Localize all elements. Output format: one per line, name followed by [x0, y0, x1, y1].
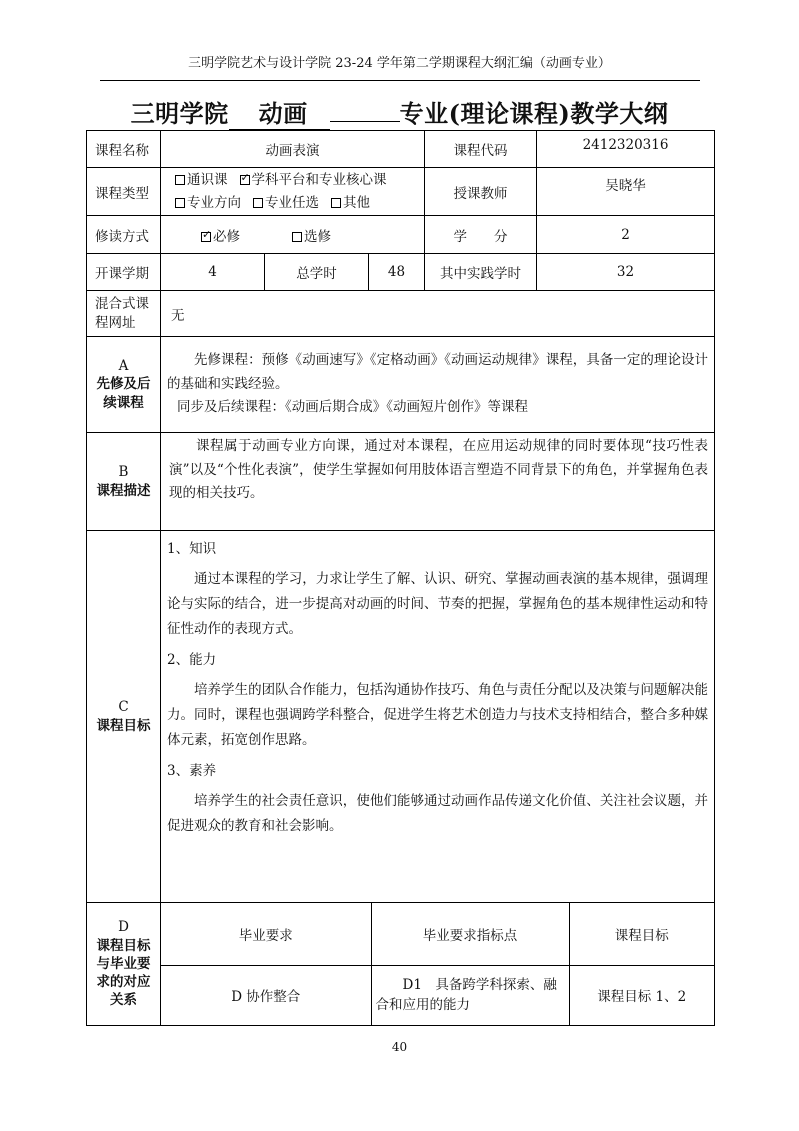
section-d-title: 课程目标与毕业要求的对应关系 [96, 937, 151, 1009]
section-b-letter: B [118, 464, 129, 481]
goal-heading-ability: 2、能力 [167, 651, 217, 668]
checkbox-elective[interactable] [253, 198, 263, 208]
row-section-d [87, 903, 715, 1026]
hours-label: 总学时 [265, 254, 369, 291]
credit-label: 学 分 [425, 216, 537, 254]
row-semester [87, 254, 715, 291]
course-name-value: 动画表演 [161, 131, 425, 168]
checkbox-other[interactable] [331, 198, 341, 208]
section-a-title: 先修及后续课程 [96, 376, 151, 411]
section-b-content [161, 433, 715, 531]
mapping-indicator: D1 具备跨学科探索、融合和应用的能力 [371, 965, 569, 1025]
semester-label: 开课学期 [87, 254, 161, 291]
mapping-header-indicator: 毕业要求指标点 [371, 903, 569, 965]
type-option-direction[interactable]: 专业方向 [175, 195, 241, 211]
course-description-text: 课程属于动画专业方向课，通过对本课程，在应用运动规律的同时要体现“技巧性表演”以及“个性化表演”，使学生掌握如何用肢体语言塑造不同背景下的角色，并掌握角色表现的相关技巧。 [169, 438, 709, 502]
row-course-name [87, 131, 715, 168]
section-b-title: 课程描述 [96, 482, 151, 499]
goal-text-knowledge: 通过本课程的学习，力求让学生了解、认识、研究、掌握动画表演的基本规律，强调理论与实际的结合，进一步提高对动画的时间、节奏的把握，掌握角色的基本规律性运动和特征性动作的表现方式。 [167, 570, 709, 637]
mapping-goals: 课程目标 1、2 [569, 965, 714, 1025]
title-major: 动画 [229, 94, 330, 130]
section-c-title: 课程目标 [96, 717, 151, 734]
type-option-core[interactable]: ✓ 学科平台和专业核心课 [240, 172, 387, 188]
row-study-mode [87, 216, 715, 254]
mapping-header-row [161, 903, 714, 965]
type-option-general[interactable]: 通识课 [175, 172, 228, 188]
title-major-blank [330, 121, 400, 122]
blended-url-label: 混合式课程网址 [87, 291, 161, 337]
page-number: 40 [391, 1040, 408, 1054]
checkbox-general[interactable] [175, 175, 185, 185]
semester-value: 4 [161, 254, 265, 291]
mapping-requirement: D 协作整合 [161, 965, 371, 1025]
followup-text: 同步及后续课程：《动画后期合成》《动画短片创作》等课程 [177, 399, 528, 416]
credit-value: 2 [537, 216, 715, 254]
type-option-elective[interactable]: 专业任选 [253, 195, 319, 211]
blended-url-value: 无 [161, 291, 715, 337]
checkbox-direction[interactable] [175, 198, 185, 208]
section-c-label [87, 531, 161, 903]
row-blended [87, 291, 715, 337]
course-type-label: 课程类型 [87, 168, 161, 216]
study-mode-label: 修读方式 [87, 216, 161, 254]
row-course-type [87, 168, 715, 216]
mapping-header-requirement: 毕业要求 [161, 903, 371, 965]
practice-hours-value: 32 [537, 254, 715, 291]
goal-heading-literacy: 3、素养 [167, 762, 217, 779]
study-option-optional[interactable]: 选修 [292, 229, 331, 245]
mapping-header-goals: 课程目标 [569, 903, 714, 965]
section-c-content [161, 531, 715, 903]
title-prefix: 三明学院 [130, 99, 229, 128]
course-code-label: 课程代码 [425, 131, 537, 168]
header-rule [100, 80, 700, 81]
course-name-label: 课程名称 [87, 131, 161, 168]
row-section-a [87, 337, 715, 433]
goal-heading-knowledge: 1、知识 [167, 541, 217, 557]
mapping-row [161, 965, 714, 1025]
teacher-value: 吴晓华 [537, 168, 715, 216]
prerequisite-text: 先修课程：预修《动画速写》《定格动画》《动画运动规律》课程，具备一定的理论设计的基础和实践经验。 [167, 352, 709, 392]
mapping-table [161, 903, 714, 1025]
checkbox-core[interactable] [240, 175, 250, 185]
goal-text-literacy: 培养学生的社会责任意识，使他们能够通过动画作品传递文化价值、关注社会议题，并促进观众的教育和社会影响。 [167, 792, 709, 834]
mapping-table-cell [161, 903, 715, 1026]
course-type-options [161, 168, 425, 216]
row-section-c [87, 531, 715, 903]
checkbox-optional[interactable] [292, 232, 302, 242]
section-a-label [87, 337, 161, 433]
study-option-required[interactable]: ✓ 必修 [201, 229, 240, 245]
syllabus-table [86, 130, 715, 1026]
type-option-other[interactable]: 其他 [331, 195, 370, 211]
section-d-letter: D [118, 919, 129, 936]
section-c-letter: C [118, 699, 129, 716]
title-suffix: 专业(理论课程)教学大纲 [399, 99, 669, 128]
goal-text-ability: 培养学生的团队合作能力，包括沟通协作技巧、角色与责任分配以及决策与问题解决能力。同时，课程也强调跨学科整合，促进学生将艺术创造力与技术支持相结合，整合多种媒体元素，拓宽创作思路。 [167, 681, 709, 748]
course-code-value: 2412320316 [537, 131, 715, 168]
section-a-letter: A [118, 358, 129, 375]
checkbox-required[interactable] [201, 232, 211, 242]
section-a-content [161, 337, 715, 433]
teacher-label: 授课教师 [425, 168, 537, 216]
section-d-label [87, 903, 161, 1026]
practice-hours-label: 其中实践学时 [425, 254, 537, 291]
study-mode-options [161, 216, 425, 254]
running-header: 三明学院艺术与设计学院 23-24 学年第二学期课程大纲汇编（动画专业） [188, 56, 611, 71]
document-title [0, 94, 799, 130]
row-section-b [87, 433, 715, 531]
hours-value: 48 [369, 254, 425, 291]
section-b-label [87, 433, 161, 531]
